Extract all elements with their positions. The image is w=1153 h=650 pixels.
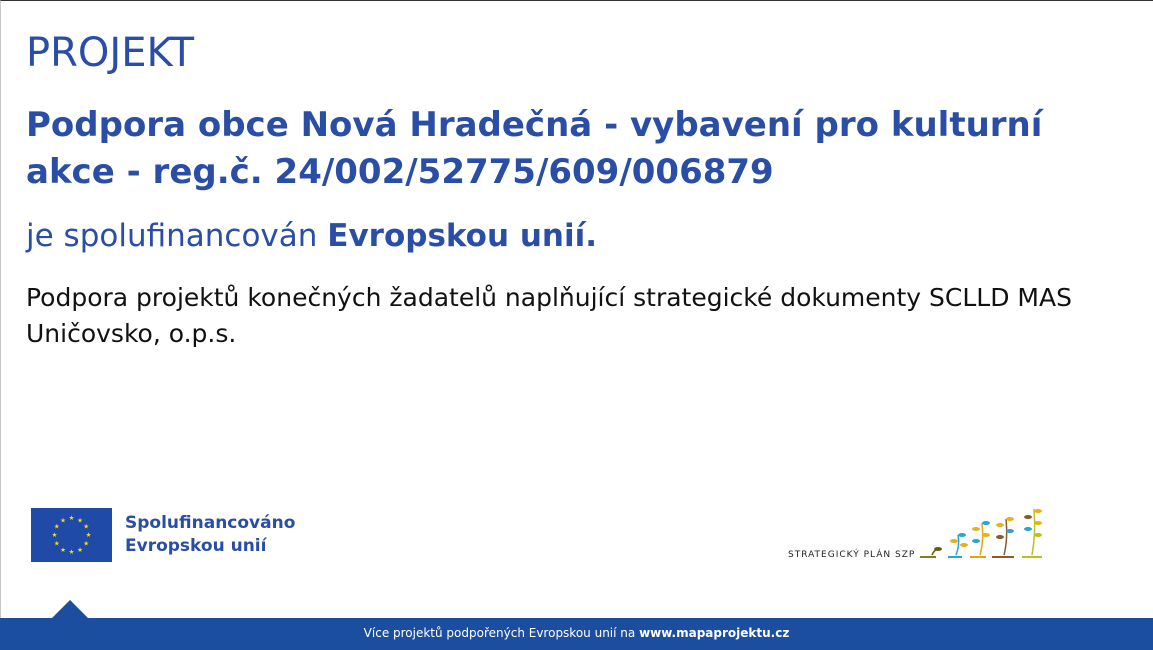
eu-star-icon: ★ — [53, 522, 60, 531]
eu-cofinanced-logo — [31, 508, 295, 562]
eu-star-icon: ★ — [68, 514, 75, 523]
eu-logo-text — [125, 512, 295, 558]
footer-bar — [0, 618, 1153, 650]
footer-notch — [52, 600, 88, 618]
project-title: Podpora obce Nová Hradečná - vybavení pro kulturní akce - reg.č. 24/002/52775/609/006879 — [26, 105, 1043, 192]
eu-star-icon: ★ — [85, 531, 92, 540]
strategic-plan-logo — [788, 505, 1050, 563]
eu-logo-line2: Evropskou unií — [125, 536, 267, 556]
footer-text: Více projektů podpořených Evropskou unií na — [363, 626, 640, 640]
eu-star-icon: ★ — [68, 548, 75, 557]
eu-star-icon: ★ — [53, 539, 60, 548]
eu-logo-line1: Spolufinancováno — [125, 513, 296, 533]
cofinanced-prefix: je spolufinancován — [26, 218, 328, 254]
footer-link[interactable]: www.mapaprojektu.cz — [639, 626, 790, 640]
eu-star-icon: ★ — [83, 539, 90, 548]
eu-star-icon: ★ — [51, 531, 58, 540]
project-description: Podpora projektů konečných žadatelů naplňující strategické dokumenty SCLLD MAS Uničovsko, o.p.s. — [26, 283, 1072, 348]
eu-star-icon: ★ — [77, 516, 83, 525]
eu-star-icon: ★ — [60, 516, 66, 525]
project-label: PROJEKT — [26, 30, 195, 76]
cofinanced-eu: Evropskou unií. — [327, 218, 598, 254]
eu-star-icon: ★ — [77, 545, 83, 554]
cofinanced-statement — [26, 218, 597, 254]
eu-star-icon: ★ — [83, 522, 90, 531]
eu-star-icon: ★ — [60, 545, 66, 554]
strategic-plan-text: STRATEGICKÝ PLÁN SZP — [788, 550, 916, 560]
sprouting-plants-icon — [918, 505, 1050, 563]
eu-flag-icon — [31, 508, 112, 562]
